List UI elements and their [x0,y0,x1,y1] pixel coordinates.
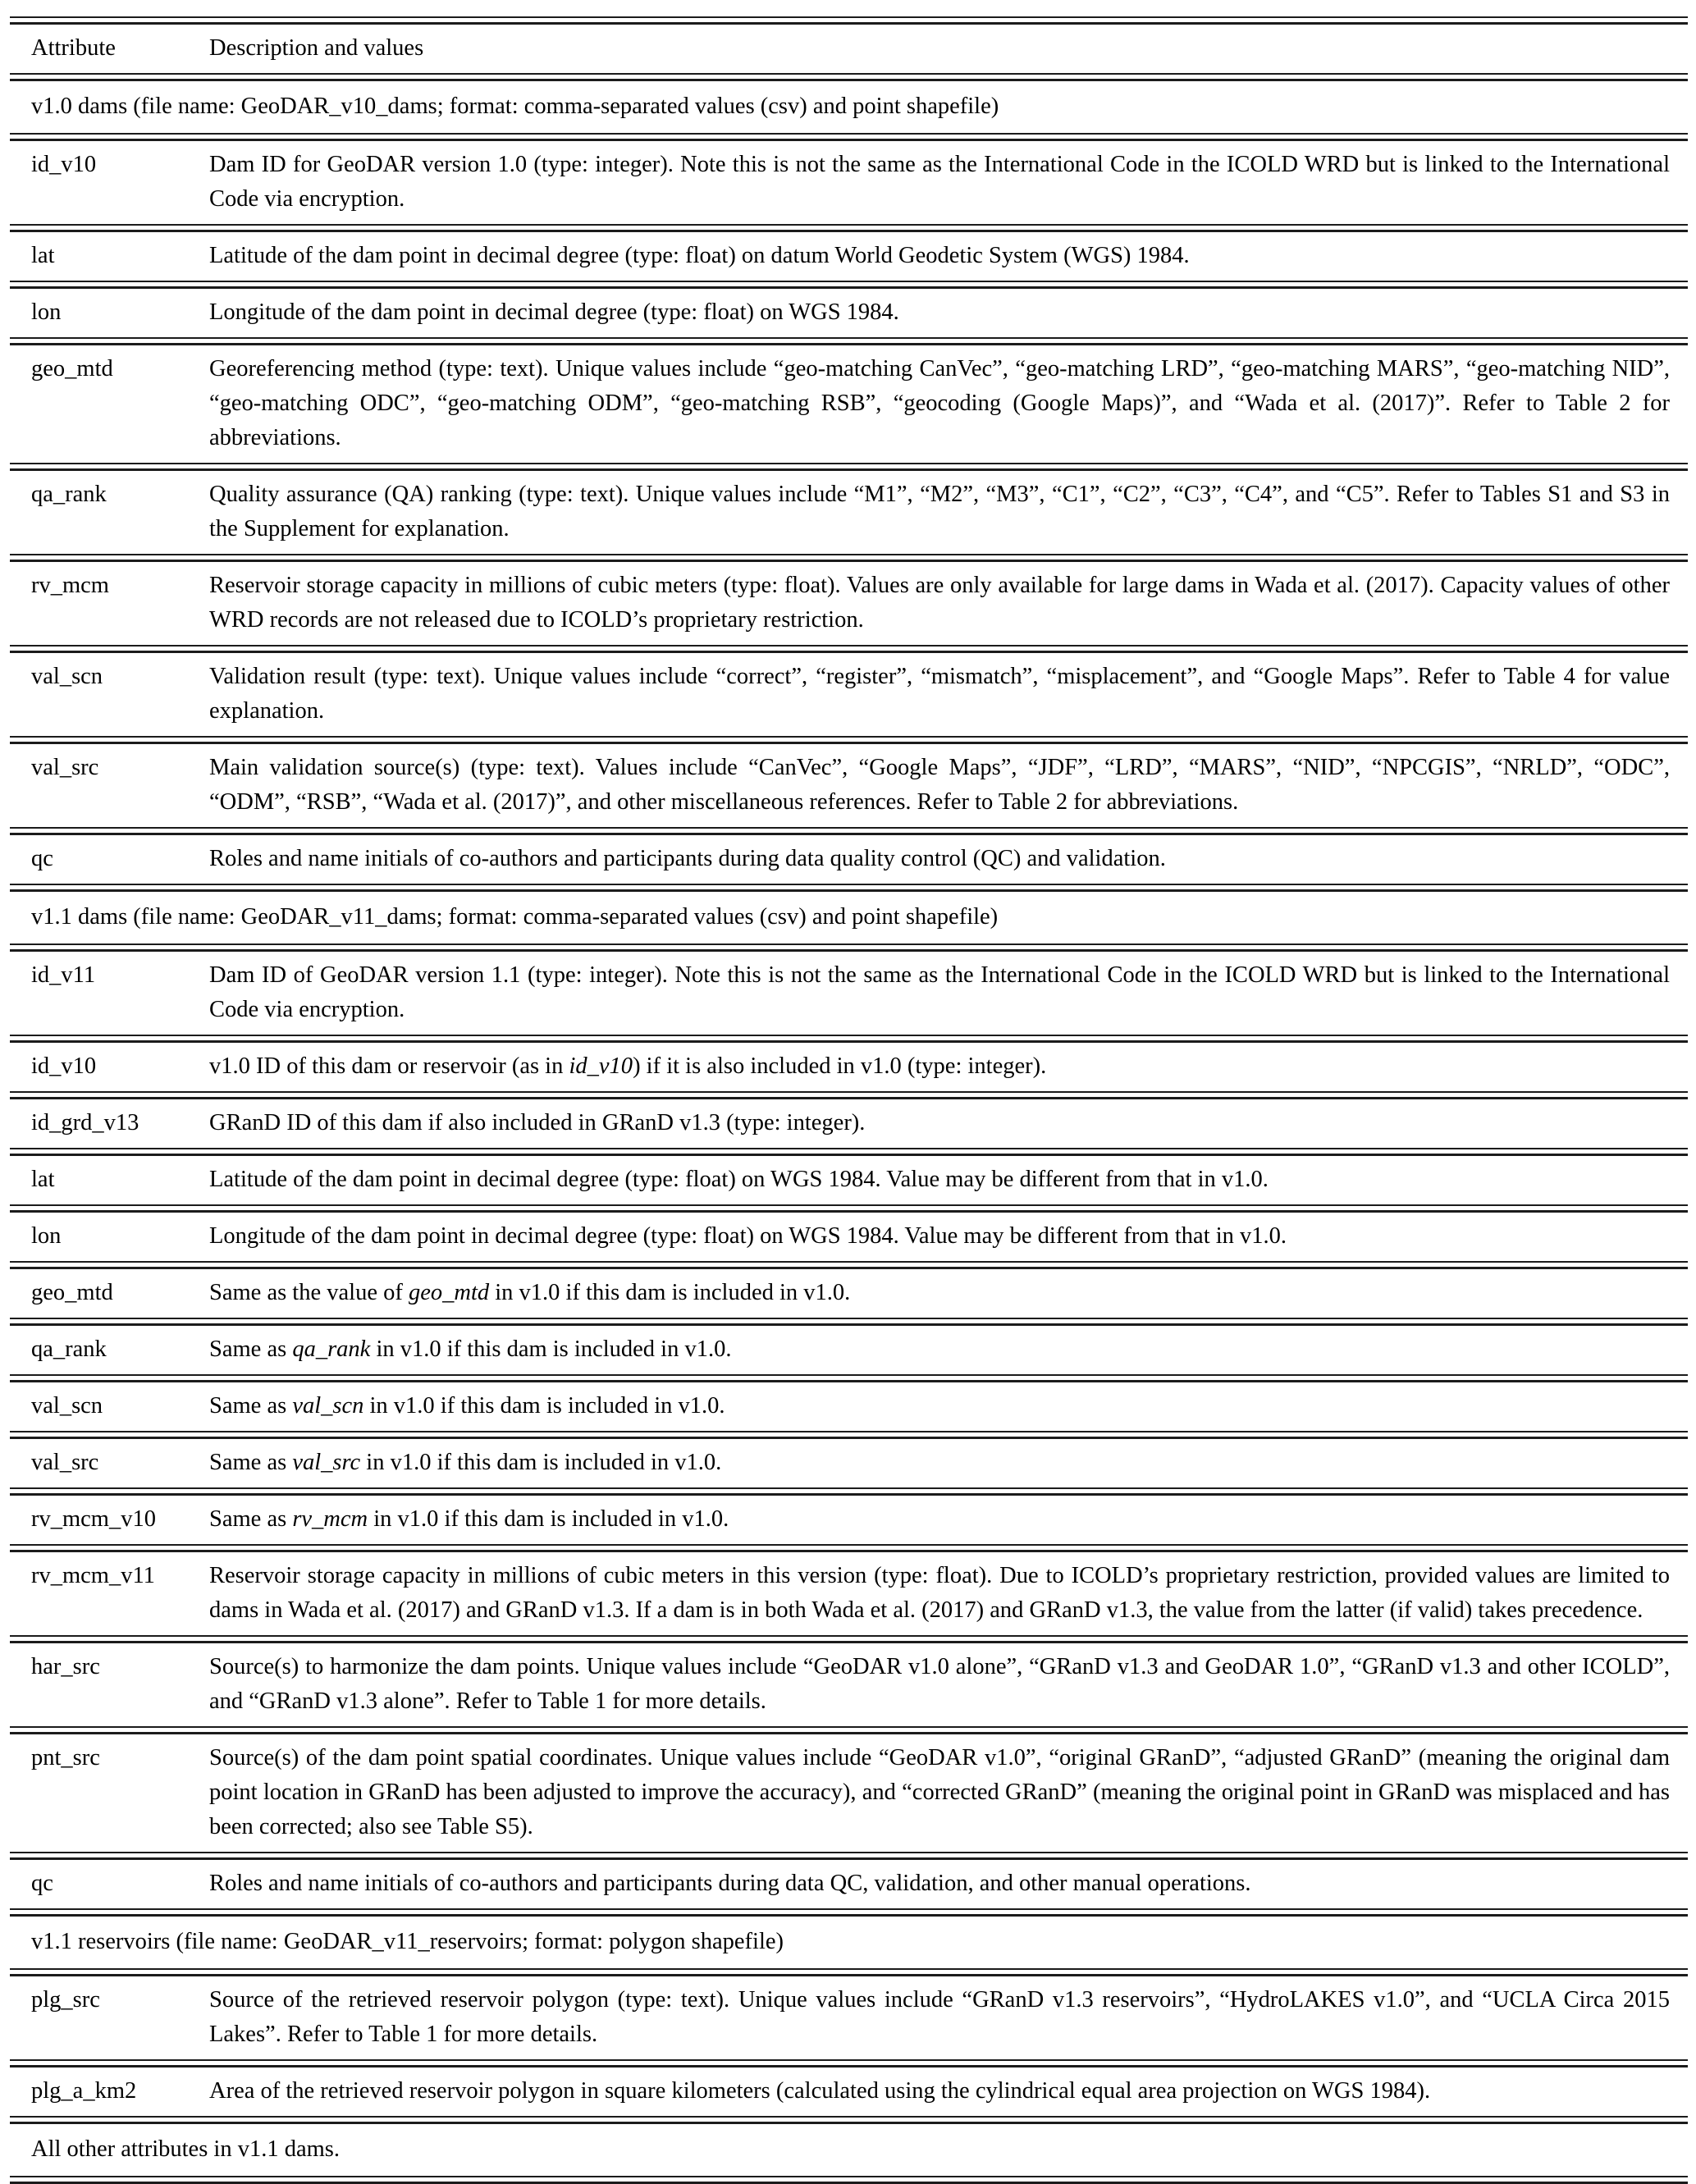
attribute-name: har_src [31,1654,100,1679]
table-row [10,1439,1688,1487]
table-row [10,1269,1688,1318]
attribute-description: v1.0 ID of this dam or reservoir (as in id_v10) if it is also included in v1.0 (type: integer). [209,1053,1047,1079]
attribute-description: Latitude of the dam point in decimal degree (type: float) on datum World Geodetic System (WGS) 1984. [209,243,1190,268]
attribute-name: qa_rank [31,482,107,507]
attribute-table [10,16,1688,2184]
attribute-name: id_grd_v13 [31,1110,139,1135]
table-row [10,289,1688,337]
row-separator-rule [10,1852,1688,1860]
row-separator-rule [10,1204,1688,1213]
attribute-name: rv_mcm_v10 [31,1506,156,1532]
attribute-name: lat [31,1167,55,1192]
row-separator-rule [10,2059,1688,2067]
row-separator-rule [10,281,1688,289]
row-separator-rule [10,1091,1688,1099]
row-separator-rule [10,1431,1688,1439]
table-row [10,1099,1688,1148]
row-separator-rule [10,827,1688,835]
attribute-name: id_v10 [31,152,97,177]
attribute-description: Source of the retrieved reservoir polygon (type: text). Unique values include “GRanD v1.3 reservoirs”, “HydroLAKES v1.0”, and “UCLA Circa 2015 Lakes”. Refer to Table 1 for more details. [209,1987,1670,2047]
row-separator-rule [10,1318,1688,1326]
table-row [10,345,1688,463]
section-title: v1.1 reservoirs (file name: GeoDAR_v11_reservoirs; format: polygon shapefile) [31,1929,784,1954]
attribute-description: Same as qa_rank in v1.0 if this dam is included in v1.0. [209,1336,732,1362]
section-title: All other attributes in v1.1 dams. [31,2136,340,2162]
table-row [10,1643,1688,1726]
attribute-description: Main validation source(s) (type: text). Values include “CanVec”, “Google Maps”, “JDF”, “LRD”, “MARS”, “NID”, “NPCGIS”, “NRLD”, “ODC”, “ODM”, “RSB”, “Wada et al. (2017)”, and other miscellaneous references. Refer to Table 2 for abbreviations. [209,755,1670,815]
attribute-description: Longitude of the dam point in decimal degree (type: float) on WGS 1984. [209,299,899,325]
attribute-name: geo_mtd [31,356,113,382]
row-separator-rule [10,1035,1688,1043]
table-top-rule [10,16,1688,25]
row-separator-rule [10,1635,1688,1643]
attribute-description: Roles and name initials of co-authors and participants during data QC, validation, and other manual operations. [209,1871,1251,1896]
row-separator-rule [10,1487,1688,1496]
attribute-name: val_scn [31,664,103,689]
attribute-description: Dam ID of GeoDAR version 1.1 (type: integer). Note this is not the same as the International Code in the ICOLD WRD but is linked to the International Code via encryption. [209,962,1670,1022]
row-separator-rule [10,1261,1688,1269]
attribute-name: pnt_src [31,1745,100,1771]
attribute-description: Reservoir storage capacity in millions of cubic meters in this version (type: float). Due to ICOLD’s proprietary restriction, provided values are limited to dams in Wada et al. (2017) and GRanD v1.3. If a dam is in both Wada et al. (2017) and GRanD v1.3, the value from the latter (if valid) takes precedence. [209,1563,1670,1623]
section-header-row [10,81,1688,133]
attribute-description: Source(s) of the dam point spatial coordinates. Unique values include “GeoDAR v1.0”, “original GRanD”, “adjusted GRanD” (meaning the original dam point location in GRanD has been adjusted to improve the accuracy), and “corrected GRanD” (meaning the original point in GRanD was misplaced and has been corrected; also see Table S5). [209,1745,1670,1839]
attribute-description: Same as rv_mcm in v1.0 if this dam is included in v1.0. [209,1506,729,1532]
row-separator-rule [10,1148,1688,1156]
attribute-name: qa_rank [31,1336,107,1362]
attribute-description: Same as val_scn in v1.0 if this dam is included in v1.0. [209,1393,725,1419]
table-row [10,2067,1688,2116]
attribute-name: val_scn [31,1393,103,1419]
row-separator-rule [10,1908,1688,1917]
row-separator-rule [10,1544,1688,1552]
table-row [10,1552,1688,1635]
column-header-attribute: Attribute [31,35,116,61]
attribute-name: id_v10 [31,1053,97,1079]
column-header-description: Description and values [209,35,424,61]
attribute-name: lon [31,1223,62,1249]
table-row [10,1734,1688,1852]
row-separator-rule [10,337,1688,345]
attribute-name: val_src [31,1450,99,1475]
attribute-description: Same as val_src in v1.0 if this dam is included in v1.0. [209,1450,722,1475]
attribute-name: lon [31,299,62,325]
row-separator-rule [10,645,1688,653]
table-row [10,471,1688,554]
attribute-name: qc [31,846,53,871]
attribute-name: geo_mtd [31,1280,113,1305]
section-header-row [10,1917,1688,1968]
row-separator-rule [10,224,1688,232]
row-separator-rule [10,463,1688,471]
table-row [10,744,1688,827]
attribute-description: GRanD ID of this dam if also included in GRanD v1.3 (type: integer). [209,1110,866,1135]
table-row [10,952,1688,1035]
attribute-name: rv_mcm_v11 [31,1563,155,1588]
row-separator-rule [10,1374,1688,1382]
table-row [10,232,1688,281]
table-row [10,1496,1688,1544]
table-row [10,653,1688,736]
attribute-description: Quality assurance (QA) ranking (type: text). Unique values include “M1”, “M2”, “M3”, “C1”, “C2”, “C3”, “C4”, and “C5”. Refer to Tables S1 and S3 in the Supplement for explanation. [209,482,1670,541]
attribute-description: Source(s) to harmonize the dam points. Unique values include “GeoDAR v1.0 alone”, “GRanD v1.3 and GeoDAR 1.0”, “GRanD v1.3 and other ICOLD”, and “GRanD v1.3 alone”. Refer to Table 1 for more details. [209,1654,1670,1714]
attribute-description: Georeferencing method (type: text). Unique values include “geo-matching CanVec”, “geo-matching LRD”, “geo-matching MARS”, “geo-matching NID”, “geo-matching ODC”, “geo-matching ODM”, “geo-matching RSB”, “geocoding (Google Maps)”, and “Wada et al. (2017)”. Refer to Table 2 for abbreviations. [209,356,1670,450]
attribute-name: plg_src [31,1987,100,2013]
section-header-row [10,2124,1688,2176]
table-row [10,1156,1688,1204]
table-row [10,1043,1688,1091]
attribute-name: qc [31,1871,53,1896]
attribute-name: rv_mcm [31,573,109,598]
attribute-name: id_v11 [31,962,96,988]
attribute-name: plg_a_km2 [31,2078,137,2104]
row-separator-rule [10,1726,1688,1734]
attribute-description: Validation result (type: text). Unique values include “correct”, “register”, “mismatch”, “misplacement”, and “Google Maps”. Refer to Table 4 for value explanation. [209,664,1670,724]
section-title: v1.0 dams (file name: GeoDAR_v10_dams; format: comma-separated values (csv) and point shapefile) [31,94,999,119]
attribute-description: Roles and name initials of co-authors and participants during data quality control (QC) and validation. [209,846,1166,871]
row-separator-rule [10,1968,1688,1976]
attribute-description: Same as the value of geo_mtd in v1.0 if this dam is included in v1.0. [209,1280,851,1305]
table-row [10,1213,1688,1261]
attribute-name: lat [31,243,55,268]
table-row [10,141,1688,224]
table-row [10,562,1688,645]
row-separator-rule [10,73,1688,81]
table-row [10,1976,1688,2059]
table-row [10,1326,1688,1374]
table-header-row [10,25,1688,73]
row-separator-rule [10,554,1688,562]
section-title: v1.1 dams (file name: GeoDAR_v11_dams; format: comma-separated values (csv) and point shapefile) [31,904,999,930]
attribute-description: Area of the retrieved reservoir polygon in square kilometers (calculated using the cylindrical equal area projection on WGS 1984). [209,2078,1431,2104]
attribute-description: Longitude of the dam point in decimal degree (type: float) on WGS 1984. Value may be different from that in v1.0. [209,1223,1287,1249]
attribute-name: val_src [31,755,99,780]
table-bottom-rule [10,2176,1688,2184]
attribute-description: Dam ID for GeoDAR version 1.0 (type: integer). Note this is not the same as the International Code in the ICOLD WRD but is linked to the International Code via encryption. [209,152,1670,212]
row-separator-rule [10,884,1688,892]
table-row [10,1382,1688,1431]
section-header-row [10,892,1688,944]
row-separator-rule [10,736,1688,744]
row-separator-rule [10,944,1688,952]
table-row [10,1860,1688,1908]
attribute-description: Latitude of the dam point in decimal degree (type: float) on WGS 1984. Value may be different from that in v1.0. [209,1167,1269,1192]
table-row [10,835,1688,884]
row-separator-rule [10,133,1688,141]
row-separator-rule [10,2116,1688,2124]
attribute-description: Reservoir storage capacity in millions of cubic meters (type: float). Values are only available for large dams in Wada et al. (2017). Capacity values of other WRD records are not released due to ICOLD’s proprietary restriction. [209,573,1670,633]
